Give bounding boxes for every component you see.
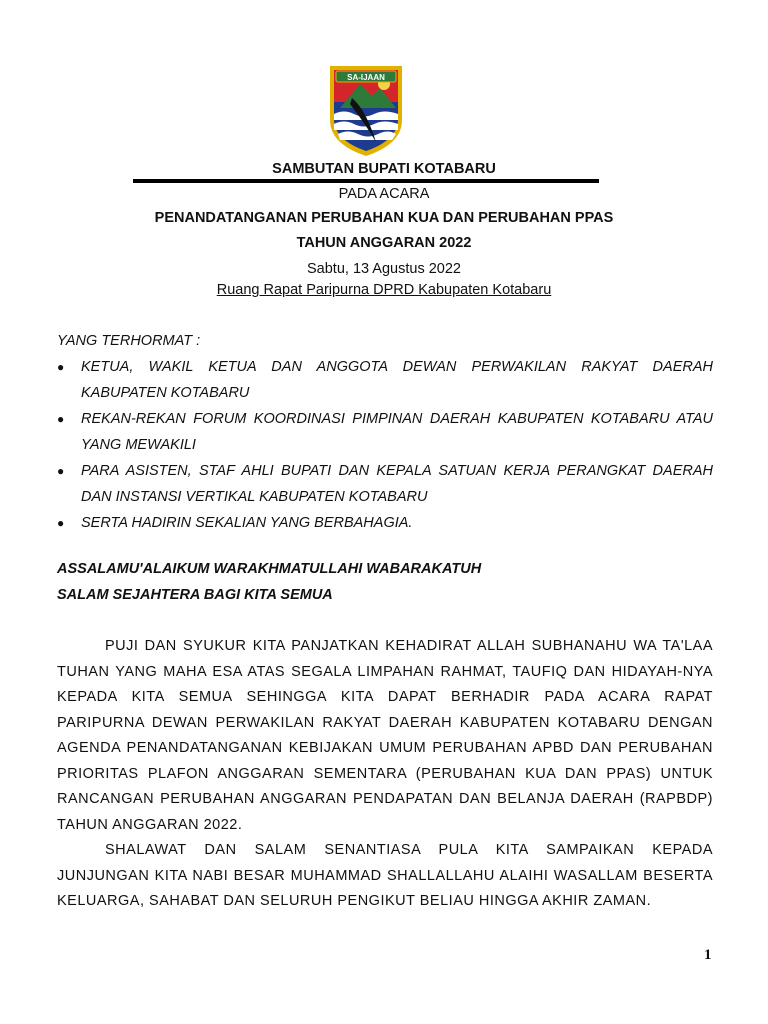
list-item-text: REKAN-REKAN FORUM KOORDINASI PIMPINAN DAERAH KABUPATEN KOTABARU ATAU YANG MEWAKILI (81, 411, 713, 453)
list-item-text: SERTA HADIRIN SEKALIAN YANG BERBAHAGIA. (81, 515, 413, 531)
salutation-list (57, 354, 713, 536)
fiscal-year: TAHUN ANGGARAN 2022 (296, 235, 472, 251)
bullet-icon: ● (57, 464, 65, 478)
list-item-text: PARA ASISTEN, STAF AHLI BUPATI DAN KEPALA SATUAN KERJA PERANGKAT DAERAH DAN INSTANSI VERTIKAL KABUPATEN KOTABARU (81, 463, 713, 505)
islamic-greeting: ASSALAMU'ALAIKUM WARAKHMATULLAHI WABARAKATUH (57, 561, 482, 577)
list-item (57, 406, 713, 458)
event-name: PENANDATANGANAN PERUBAHAN KUA DAN PERUBAHAN PPAS (154, 210, 614, 226)
list-item (57, 510, 713, 536)
general-greeting: SALAM SEJAHTERA BAGI KITA SEMUA (57, 587, 333, 603)
bullet-icon: ● (57, 360, 65, 374)
bullet-icon: ● (57, 516, 65, 530)
document-title: SAMBUTAN BUPATI KOTABARU (272, 161, 496, 177)
list-item (57, 354, 713, 406)
list-item-text: KETUA, WAKIL KETUA DAN ANGGOTA DEWAN PERWAKILAN RAKYAT DAERAH KABUPATEN KOTABARU (81, 359, 713, 401)
page-number: 1 (704, 947, 712, 963)
event-venue-text: Ruang Rapat Paripurna DPRD Kabupaten Kotabaru (216, 282, 552, 298)
salutation-intro: YANG TERHORMAT : (57, 333, 201, 349)
body-paragraph-1: PUJI DAN SYUKUR KITA PANJATKAN KEHADIRAT ALLAH SUBHANAHU WA TA'LAA TUHAN YANG MAHA ESA ATAS SEGALA LIMPAHAN RAHMAT, TAUFIQ DAN HIDAYAH-NYA KEPADA KITA SEMUA SEHINGGA KITA DAPAT BERHADIR PADA ACARA RAPAT PARIPURNA DEWAN PERWAKILAN RAKYAT DAERAH KABUPATEN KOTABARU DENGAN AGENDA PENANDATANGANAN KEBIJAKAN UMUM PERUBAHAN APBD DAN PERUBAHAN PRIORITAS PLAFON ANGGARAN SEMENTARA (PERUBAHAN KUA DAN PPAS) UNTUK RANCANGAN PERUBAHAN ANGGARAN PENDAPATAN DAN BELANJA DAERAH (RAPBDP) TAHUN ANGGARAN 2022. (57, 638, 713, 833)
list-item (57, 458, 713, 510)
event-venue (0, 282, 768, 298)
body-paragraph-2: SHALAWAT DAN SALAM SENANTIASA PULA KITA SAMPAIKAN KEPADA JUNJUNGAN KITA NABI BESAR MUHAMMAD SHALLALLAHU ALAIHI WASALLAM BESERTA KELUARGA, SAHABAT DAN SELURUH PENGIKUT BELIAU HINGGA AKHIR ZAMAN. (57, 842, 713, 909)
kotabaru-coat-of-arms-logo (326, 62, 406, 158)
logo-banner-text: SA-IJAAN (347, 73, 385, 82)
title-divider (133, 179, 599, 183)
event-date: Sabtu, 13 Agustus 2022 (307, 261, 461, 277)
document-subtitle: PADA ACARA (338, 186, 430, 202)
bullet-icon: ● (57, 412, 65, 426)
